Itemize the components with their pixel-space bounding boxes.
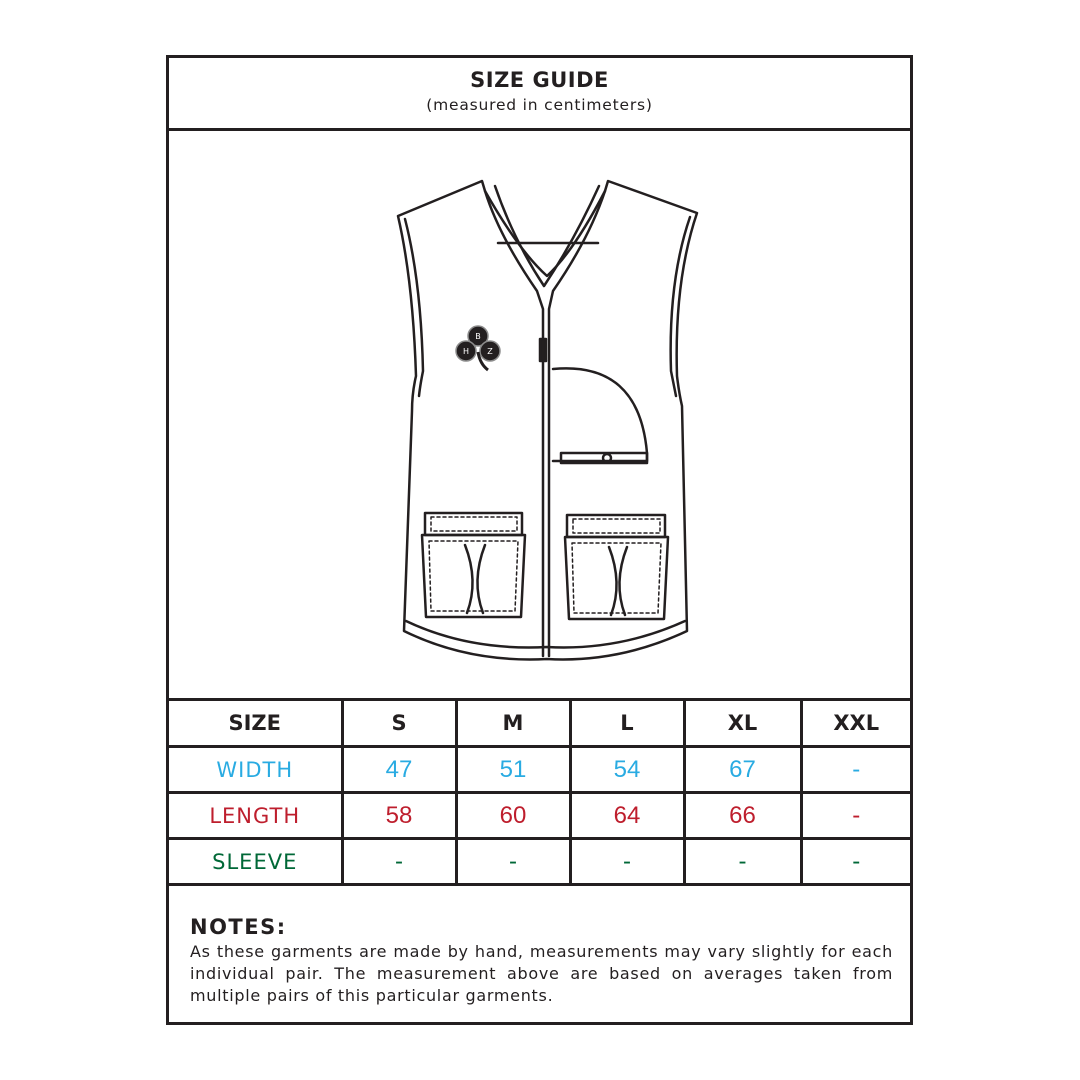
page-subtitle: (measured in centimeters) xyxy=(426,96,653,114)
logo-letter-z: Z xyxy=(487,347,493,356)
neckline-trim-right xyxy=(549,191,605,656)
notes-body: As these garments are made by hand, measurements may vary slightly for each individual pair. The measurement above are based on averages taken from multiple pairs of this particular garments. xyxy=(190,942,893,1005)
zipper-pull xyxy=(540,339,546,361)
vest-drawing xyxy=(169,131,910,698)
length-s-value: 58 xyxy=(342,793,456,839)
sleeve-xl-value: - xyxy=(684,839,801,885)
width-label: WIDTH xyxy=(169,747,342,793)
width-xl-value: 67 xyxy=(684,747,801,793)
size-xxl-header: XXL xyxy=(801,700,910,747)
sleeve-s-value: - xyxy=(342,839,456,885)
sleeve-xxl-value: - xyxy=(801,839,910,885)
size-m-header: M xyxy=(456,700,570,747)
sleeve-m-value: - xyxy=(456,839,570,885)
width-xxl-value: - xyxy=(801,747,910,793)
sleeve-l-value: - xyxy=(570,839,684,885)
length-xxl-value: - xyxy=(801,793,910,839)
hem-trim xyxy=(406,621,685,647)
length-row xyxy=(169,793,910,839)
size-column-header: SIZE xyxy=(169,700,342,747)
chest-pocket-flap xyxy=(553,368,647,461)
length-label: LENGTH xyxy=(169,793,342,839)
size-table xyxy=(169,698,910,886)
size-header-row xyxy=(169,700,910,747)
size-guide-header xyxy=(169,58,910,131)
logo-letter-b: B xyxy=(475,332,481,341)
sleeve-row xyxy=(169,839,910,885)
width-row xyxy=(169,747,910,793)
neckline-trim-inner xyxy=(495,186,599,286)
notes-section xyxy=(190,915,893,1007)
length-xl-value: 66 xyxy=(684,793,801,839)
size-xl-header: XL xyxy=(684,700,801,747)
width-s-value: 47 xyxy=(342,747,456,793)
right-lower-pocket xyxy=(565,515,668,619)
length-m-value: 60 xyxy=(456,793,570,839)
chest-pocket-button xyxy=(603,454,611,462)
logo-letter-h: H xyxy=(462,347,470,356)
sleeve-label: SLEEVE xyxy=(169,839,342,885)
notes-title: NOTES: xyxy=(190,915,287,939)
left-lower-pocket xyxy=(422,513,525,617)
left-armhole-trim xyxy=(405,219,423,396)
vest-illustration xyxy=(169,131,910,698)
vest-outline xyxy=(398,181,697,659)
neckline-trim xyxy=(485,191,543,656)
shamrock-logo-icon xyxy=(456,326,500,370)
width-l-value: 54 xyxy=(570,747,684,793)
width-m-value: 51 xyxy=(456,747,570,793)
length-l-value: 64 xyxy=(570,793,684,839)
size-l-header: L xyxy=(570,700,684,747)
size-guide-frame xyxy=(166,55,913,1025)
page-title: SIZE GUIDE xyxy=(470,68,609,92)
size-s-header: S xyxy=(342,700,456,747)
